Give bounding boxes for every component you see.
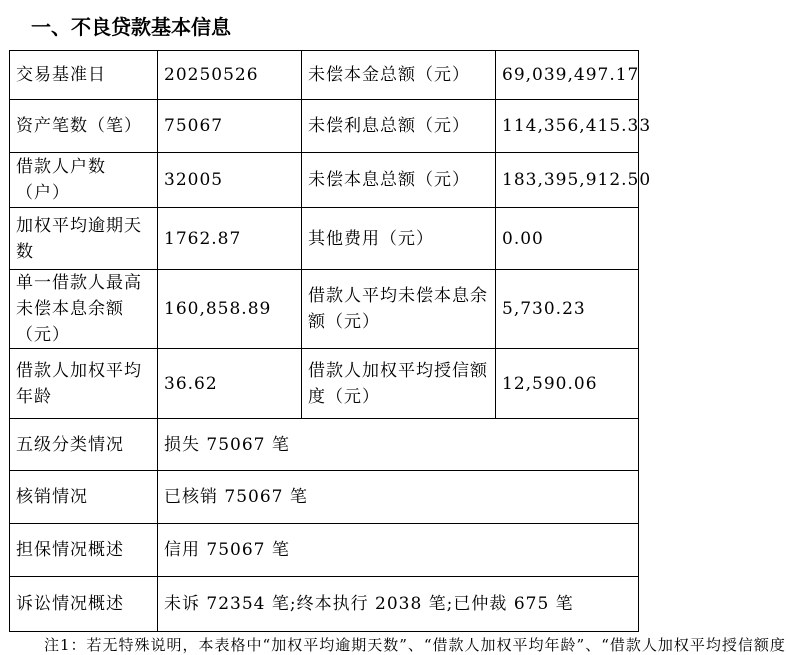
table-row bbox=[10, 349, 639, 419]
row-value: 114,356,415.33 bbox=[496, 100, 639, 153]
row-value: 75067 bbox=[158, 100, 302, 153]
table-row bbox=[10, 577, 639, 632]
row-label: 未偿本息总额（元） bbox=[302, 153, 496, 208]
row-label: 诉讼情况概述 bbox=[10, 577, 158, 632]
row-label: 资产笔数（笔） bbox=[10, 100, 158, 153]
row-label: 借款人加权平均授信额度（元） bbox=[302, 349, 496, 419]
row-label: 担保情况概述 bbox=[10, 524, 158, 577]
table-row bbox=[10, 100, 639, 153]
row-value: 未诉 72354 笔;终本执行 2038 笔;已仲裁 675 笔 bbox=[158, 577, 639, 632]
row-value: 信用 75067 笔 bbox=[158, 524, 639, 577]
row-value: 12,590.06 bbox=[496, 349, 639, 419]
row-value: 1762.87 bbox=[158, 208, 302, 270]
row-value: 32005 bbox=[158, 153, 302, 208]
table-row bbox=[10, 419, 639, 471]
row-label: 未偿利息总额（元） bbox=[302, 100, 496, 153]
row-label: 借款人加权平均年龄 bbox=[10, 349, 158, 419]
row-value: 5,730.23 bbox=[496, 270, 639, 349]
row-label: 核销情况 bbox=[10, 471, 158, 524]
section-heading: 一、不良贷款基本信息 bbox=[31, 15, 231, 39]
row-value: 160,858.89 bbox=[158, 270, 302, 349]
row-label: 单一借款人最高未偿本息余额（元） bbox=[10, 270, 158, 349]
row-value: 0.00 bbox=[496, 208, 639, 270]
table-row bbox=[10, 270, 639, 349]
row-label: 借款人平均未偿本息余额（元） bbox=[302, 270, 496, 349]
loan-info-table bbox=[9, 50, 652, 632]
table-row bbox=[10, 153, 639, 208]
row-label: 五级分类情况 bbox=[10, 419, 158, 471]
table-row bbox=[10, 524, 639, 577]
row-value: 已核销 75067 笔 bbox=[158, 471, 639, 524]
row-label: 其他费用（元） bbox=[302, 208, 496, 270]
row-value: 36.62 bbox=[158, 349, 302, 419]
row-value: 20250526 bbox=[158, 51, 302, 100]
table-row bbox=[10, 51, 639, 100]
row-value: 69,039,497.17 bbox=[496, 51, 639, 100]
table-row bbox=[10, 471, 639, 524]
row-value: 损失 75067 笔 bbox=[158, 419, 639, 471]
row-label: 未偿本金总额（元） bbox=[302, 51, 496, 100]
table-row bbox=[10, 208, 639, 270]
row-label: 交易基准日 bbox=[10, 51, 158, 100]
row-label: 加权平均逾期天数 bbox=[10, 208, 158, 270]
row-label: 借款人户数（户） bbox=[10, 153, 158, 208]
row-value: 183,395,912.50 bbox=[496, 153, 639, 208]
footnote: 注1：若无特殊说明，本表格中“加权平均逾期天数”、“借款人加权平均年龄”、“借款人加权平均授信额度 bbox=[44, 636, 786, 654]
